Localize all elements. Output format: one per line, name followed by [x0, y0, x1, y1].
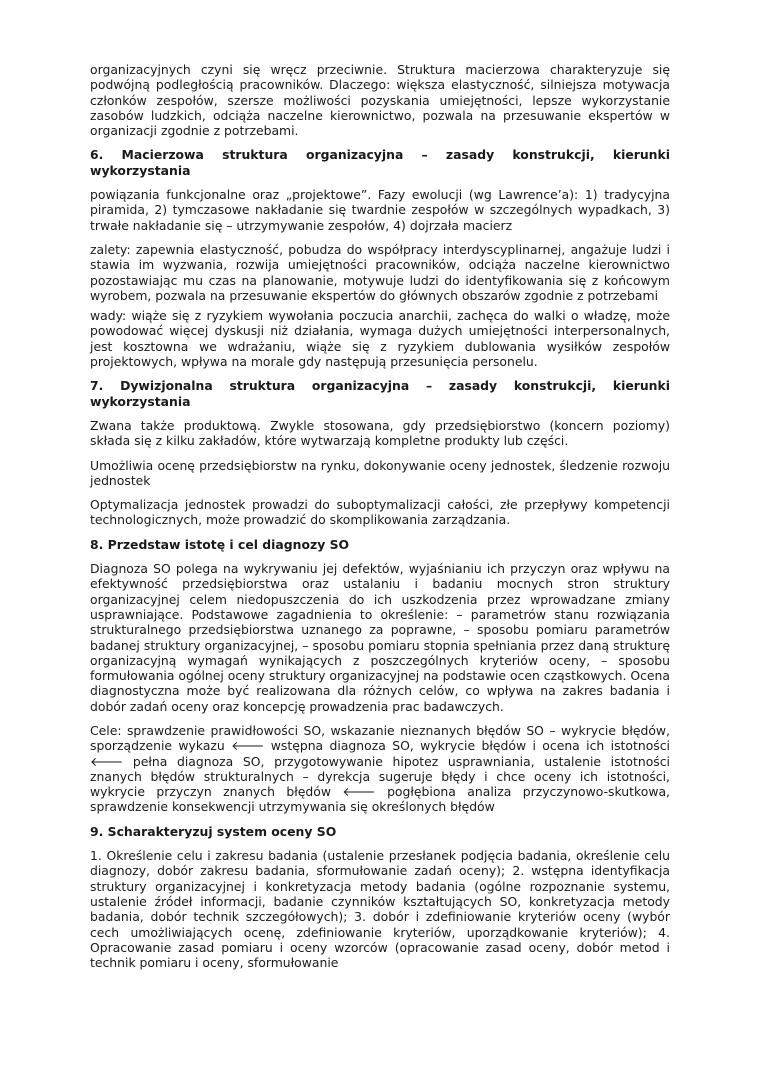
- paragraph: 1. Określenie celu i zakresu badania (ustalenie przesłanek podjęcia badania, określenie celu diagnozy, dobór zakresu badania, sformułowanie zadań oceny); 2. wstępna identyfikacja struktury organizacyjnej i konkretyzacja metody badania (ogólne rozpoznanie systemu, ustalenie źródeł informacji, badanie czynników kształtujących SO, konkretyzacja metody badania, dobór technik szczegółowych); 3. dobór i zdefiniowanie kryteriów oceny (wybór cech umożliwiających ocenę, zdefiniowanie kryteriów, uporządkowanie kryteriów); 4. Opracowanie zasad pomiaru i oceny wzorców (opracowanie zasad oceny, dobór metod i technik pomiaru i oceny, sformułowanie: [90, 848, 670, 971]
- section-7: [90, 378, 670, 527]
- section-8: [90, 537, 670, 815]
- paragraph: Diagnoza SO polega na wykrywaniu jej defektów, wyjaśnianiu ich przyczyn oraz wpływu na efektywność przedsiębiorstwa oraz ustalaniu i badaniu mocnych stron struktury organizacyjnej celem niedopuszczenia do ich uszkodzenia przez wprowadzane zmiany usprawniające. Podstawowe zagadnienia to określenie: – parametrów stanu rozwiązania strukturalnego przedsiębiorstwa uznanego za poprawne, – sposobu pomiaru parametrów badanej struktury organizacyjnej, – sposobu pomiaru stopnia spełniania przez daną strukturę organizacyjną wymagań wynikających z poszczególnych kryteriów oceny, – sposobu formułowania ogólnej oceny struktury organizacyjnej na podstawie ocen cząstkowych. Ocena diagnostyczna może być realizowana dla różnych celów, co wpływa na zakres badania i dobór zadań oceny oraz koncepcję prowadzenia prac badawczych.: [90, 561, 670, 714]
- paragraph: zalety: zapewnia elastyczność, pobudza do współpracy interdyscyplinarnej, angażuje ludzi i stawia im wyzwania, rozwija umiejętności pracowników, odciąża naczelne kierownictwo pozostawiając mu czas na planowanie, motywuje ludzi do identyfikowania się z końcowym wyrobem, pozwala na przesuwanie ekspertów do głównych obszarów zgodnie z potrzebami: [90, 241, 670, 303]
- paragraph: powiązania funkcjonalne oraz „projektowe”. Fazy ewolucji (wg Lawrence’a): 1) tradycyjna piramida, 2) tymczasowe nakładanie się twardnie zespołów w szczególnych wypadkach, 3) trwałe nakładanie się – utrzymywanie zespołów, 4) dojrzała macierz: [90, 187, 670, 233]
- paragraph: wady: wiąże się z ryzykiem wywołania poczucia anarchii, zachęca do walki o władzę, może powodować więcej dyskusji niż działania, wymaga dużych umiejętności interpersonalnych, jest kosztowna we wdrażaniu, wiąże się z ryzykiem dublowania wysiłków zespołów projektowych, wpływa na morale gdy następują przesunięcia personelu.: [90, 308, 670, 370]
- section-heading: 9. Scharakteryzuj system oceny SO: [90, 823, 337, 839]
- document-page: [90, 62, 670, 979]
- intro-paragraph: organizacyjnych czyni się wręcz przeciwnie. Struktura macierzowa charakteryzuje się podwójną podległością pracowników. Dlaczego: większa elastyczność, silniejsza motywacja członków zespołów, szersze możliwości pozyskania umiejętności, lepsze wykorzystanie zasobów ludzkich, odciąża naczelne kierownictwo, pozwala na przesuwanie ekspertów w organizacji zgodnie z potrzebami.: [90, 62, 670, 139]
- section-heading: 6. Macierzowa struktura organizacyjna – zasady konstrukcji, kierunki wykorzystania: [90, 147, 670, 178]
- paragraph: Cele: sprawdzenie prawidłowości SO, wskazanie nieznanych błędów SO – wykrycie błędów, sporządzenie wykazu 🡐 wstępna diagnoza SO, wykrycie błędów i ocena ich istotności 🡐 pełna diagnoza SO, przygotowywanie hipotez usprawniania, ustalenie istotności znanych błędów strukturalnych – dyrekcja sugeruje błędy i chce oceny ich istotności, wykrycie przyczyn znanych błędów 🡐 pogłębiona analiza przyczynowo-skutkowa, sprawdzenie konsekwencji utrzymywania się określonych błędów: [90, 722, 670, 815]
- paragraph: Optymalizacja jednostek prowadzi do suboptymalizacji całości, złe przepływy kompetencji technologicznych, może prowadzić do skomplikowania zarządzania.: [90, 497, 670, 528]
- section-6: [90, 147, 670, 369]
- paragraph: Umożliwia ocenę przedsiębiorstw na rynku, dokonywanie oceny jednostek, śledzenie rozwoju jednostek: [90, 457, 670, 488]
- section-9: [90, 824, 670, 971]
- section-heading: 7. Dywizjonalna struktura organizacyjna – zasady konstrukcji, kierunki wykorzystania: [90, 378, 670, 409]
- section-heading: 8. Przedstaw istotę i cel diagnozy SO: [90, 536, 350, 552]
- paragraph: Zwana także produktową. Zwykle stosowana, gdy przedsiębiorstwo (koncern poziomy) składa się z kilku zakładów, które wytwarzają kompletne produkty lub części.: [90, 417, 670, 449]
